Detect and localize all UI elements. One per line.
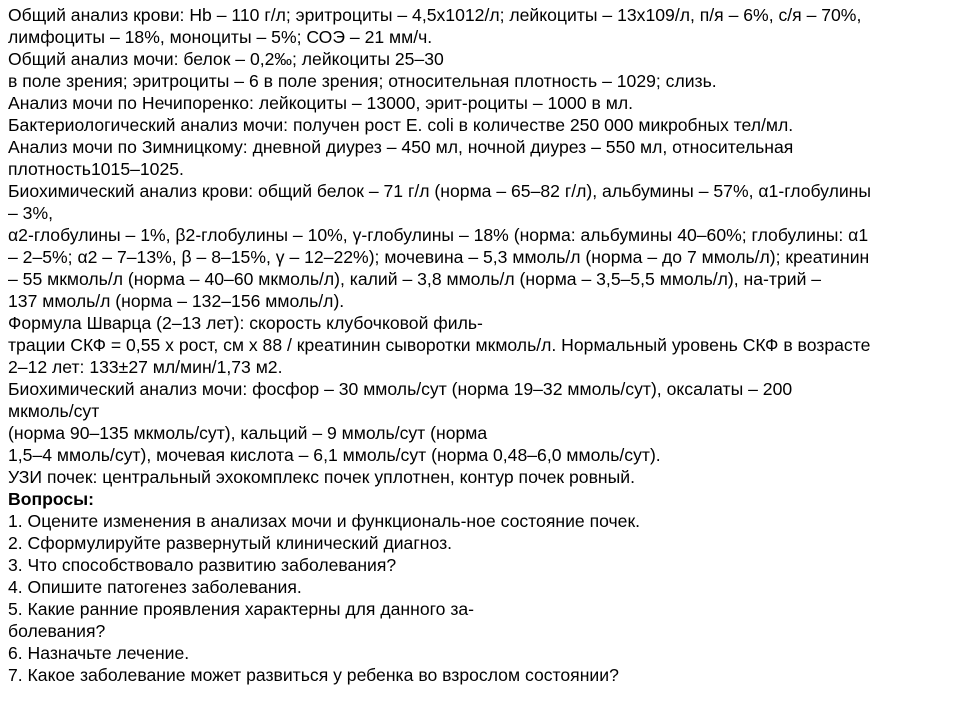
urine-biochem-line-1: Биохимический анализ мочи: фосфор – 30 ммоль/сут (норма 19–32 ммоль/сут), оксалаты – 200 <box>8 379 793 399</box>
zimnitsky-line-1: Анализ мочи по Зимницкому: дневной диурез – 450 мл, ночной диурез – 550 мл, относительная <box>8 137 794 157</box>
urine-biochem-line-3: (норма 90–135 мкмоль/сут), кальций – 9 ммоль/сут (норма <box>8 423 488 443</box>
question-5-line-1: 5. Какие ранние проявления характерны для данного за- <box>8 599 475 619</box>
question-7: 7. Какое заболевание может развиться у ребенка во взрослом состоянии? <box>8 665 619 685</box>
blood-test-line-2: лимфоциты – 18%, моноциты – 5%; СОЭ – 21 мм/ч. <box>8 27 433 47</box>
blood-biochem-line-4: – 2–5%; α2 – 7–13%, β – 8–15%, γ – 12–22%); мочевина – 5,3 ммоль/л (норма – до 7 ммоль/л); креатинин <box>8 247 870 267</box>
question-4: 4. Опишите патогенез заболевания. <box>8 577 302 597</box>
urine-biochem-line-4: 1,5–4 ммоль/сут), мочевая кислота – 6,1 ммоль/сут (норма 0,48–6,0 ммоль/сут). <box>8 445 661 465</box>
blood-biochem-line-1: Биохимический анализ крови: общий белок – 71 г/л (норма – 65–82 г/л), альбумины – 57%, α1-глобулины <box>8 181 872 201</box>
bacteriology-line: Бактериологический анализ мочи: получен рост E. coli в количестве 250 000 микробных тел/мл. <box>8 115 794 135</box>
urine-test-line-1: Общий анализ мочи: белок – 0,2‰; лейкоциты 25–30 <box>8 49 444 69</box>
blood-biochem-line-2: – 3%, <box>8 203 53 223</box>
case-text-block <box>8 4 960 686</box>
urine-biochem-line-2: мкмоль/сут <box>8 401 100 421</box>
blood-biochem-line-5: – 55 мкмоль/л (норма – 40–60 мкмоль/л), калий – 3,8 ммоль/л (норма – 3,5–5,5 ммоль/л), на-трий – <box>8 269 822 289</box>
nechiporenko-line: Анализ мочи по Нечипоренко: лейкоциты – 13000, эрит-роциты – 1000 в мл. <box>8 93 633 113</box>
zimnitsky-line-2: плотность1015–1025. <box>8 159 184 179</box>
schwartz-formula-line-1: Формула Шварца (2–13 лет): скорость клубочковой филь- <box>8 313 483 333</box>
ultrasound-line: УЗИ почек: центральный эхокомплекс почек уплотнен, контур почек ровный. <box>8 467 635 487</box>
schwartz-formula-line-3: 2–12 лет: 133±27 мл/мин/1,73 м2. <box>8 357 283 377</box>
schwartz-formula-line-2: трации СКФ = 0,55 х рост, см х 88 / креатинин сыворотки мкмоль/л. Нормальный уровень СКФ в возрасте <box>8 335 871 355</box>
blood-biochem-line-3: α2-глобулины – 1%, β2-глобулины – 10%, γ-глобулины – 18% (норма: альбумины 40–60%; глобулины: α1 <box>8 225 869 245</box>
blood-test-line-1: Общий анализ крови: Hb – 110 г/л; эритроциты – 4,5х1012/л; лейкоциты – 13х109/л, п/я – 6%, с/я – 70%, <box>8 5 862 25</box>
blood-biochem-line-6: 137 ммоль/л (норма – 132–156 ммоль/л). <box>8 291 345 311</box>
question-5-line-2: болевания? <box>8 621 106 641</box>
urine-test-line-2: в поле зрения; эритроциты – 6 в поле зрения; относительная плотность – 1029; слизь. <box>8 71 717 91</box>
question-2: 2. Сформулируйте развернутый клинический диагноз. <box>8 533 453 553</box>
questions-heading: Вопросы: <box>8 489 95 509</box>
question-3: 3. Что способствовало развитию заболевания? <box>8 555 397 575</box>
question-6: 6. Назначьте лечение. <box>8 643 190 663</box>
question-1: 1. Оцените изменения в анализах мочи и функциональ-ное состояние почек. <box>8 511 641 531</box>
